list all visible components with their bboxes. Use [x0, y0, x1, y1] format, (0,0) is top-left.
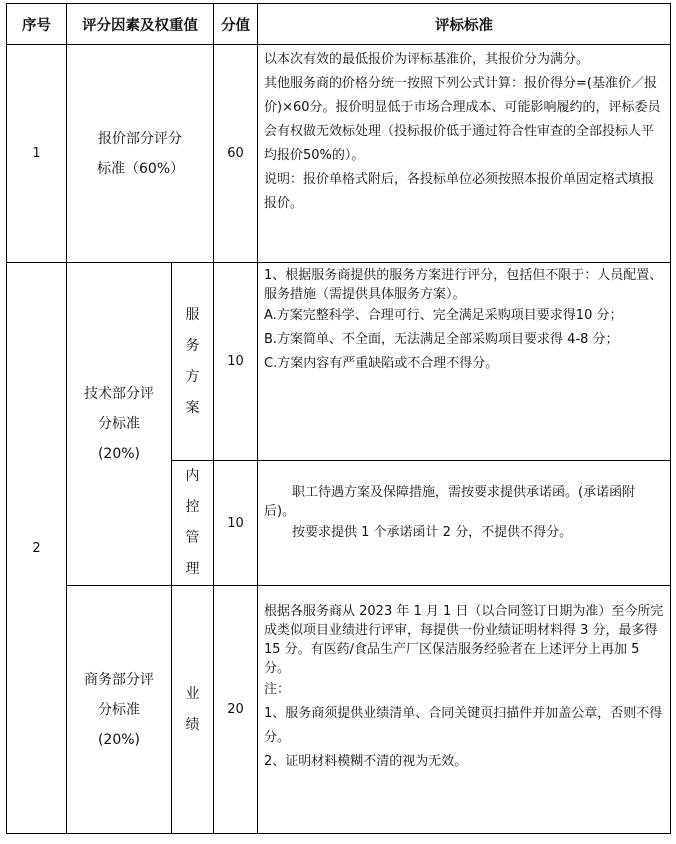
- header-factor: 评分因素及权重值: [67, 4, 214, 45]
- tech-service-line: B.方案简单、不全面，无法满足全部采购项目要求得 4-8 分；: [264, 332, 619, 347]
- row2-no: 2: [7, 263, 67, 834]
- tech-factor: [67, 263, 172, 586]
- row1-factor-text: 报价部分评分标准（60%）: [97, 130, 185, 177]
- tech-control-criteria: [258, 461, 671, 586]
- tech-control-sub: [172, 461, 214, 586]
- biz-score: 20: [214, 586, 258, 834]
- tech-service-line: C.方案内容有严重缺陷或不合理不得分。: [264, 356, 499, 371]
- biz-sub-text: 业绩: [185, 685, 200, 733]
- tech-control-sub-text: 内控管理: [185, 468, 200, 577]
- biz-line: 2、证明材料模糊不清的视为无效。: [264, 754, 468, 769]
- tech-control-line: 职工待遇方案及保障措施，需按要求提供承诺函。(承诺函附后)。: [264, 485, 636, 519]
- biz-line: 注：: [264, 682, 291, 697]
- biz-line: 1、服务商须提供业绩清单、合同关键页扫描件并加盖公章，否则不得分。: [264, 706, 663, 745]
- row1-criteria-line: 以本次有效的最低报价为评标基准价，其报价分为满分。: [264, 52, 590, 67]
- tech-service-score: 10: [214, 263, 258, 461]
- biz-criteria: [258, 586, 671, 834]
- row1-factor: [67, 45, 214, 263]
- biz-sub: [172, 586, 214, 834]
- row-business: [7, 586, 671, 834]
- header-no: 序号: [7, 4, 67, 45]
- tech-control-line: 按要求提供 1 个承诺函计 2 分，不提供不得分。: [292, 525, 573, 540]
- header-row: [7, 4, 671, 45]
- header-score: 分值: [214, 4, 258, 45]
- tech-service-line: 1、根据服务商提供的服务方案进行评分，包括但不限于：人员配置、服务措施（需提供具体服务方案）。: [264, 268, 663, 302]
- biz-line: 根据各服务商从 2023 年 1 月 1 日（以合同签订日期为准）至今所完成类似项目业绩进行评审，每提供一份业绩证明材料得 3 分，最多得 15 分。有医药/食品生产厂区保洁服务经验者在上述评分上再加 5 分。: [264, 604, 664, 676]
- tech-control-score: 10: [214, 461, 258, 586]
- biz-factor-text: 商务部分评分标准(20%): [84, 671, 154, 748]
- row-price: [7, 45, 671, 263]
- header-criteria: 评标标准: [258, 4, 671, 45]
- row1-criteria: [258, 45, 671, 263]
- row1-no: 1: [7, 45, 67, 263]
- evaluation-table: [6, 3, 671, 834]
- row1-criteria-line: 其他服务商的价格分统一按照下列公式计算：报价得分=(基准价／报价)×60分。报价明显低于市场合理成本、可能影响履约的，评标委员会有权做无效标处理（投标报价低于通过符合性审查的全部投标人平均报价50%的）。: [264, 76, 661, 163]
- row-tech-service: [7, 263, 671, 461]
- row1-criteria-line: 说明：报价单格式附后，各投标单位必须按照本报价单固定格式填报报价。: [264, 172, 655, 211]
- row1-score: 60: [214, 45, 258, 263]
- biz-factor: [67, 586, 172, 834]
- tech-factor-text: 技术部分评分标准(20%): [84, 386, 154, 462]
- tech-service-criteria: [258, 263, 671, 461]
- tech-service-line: A.方案完整科学、合理可行、完全满足采购项目要求得10 分；: [264, 308, 623, 323]
- tech-service-sub-text: 服务方案: [185, 306, 200, 416]
- tech-service-sub: [172, 263, 214, 461]
